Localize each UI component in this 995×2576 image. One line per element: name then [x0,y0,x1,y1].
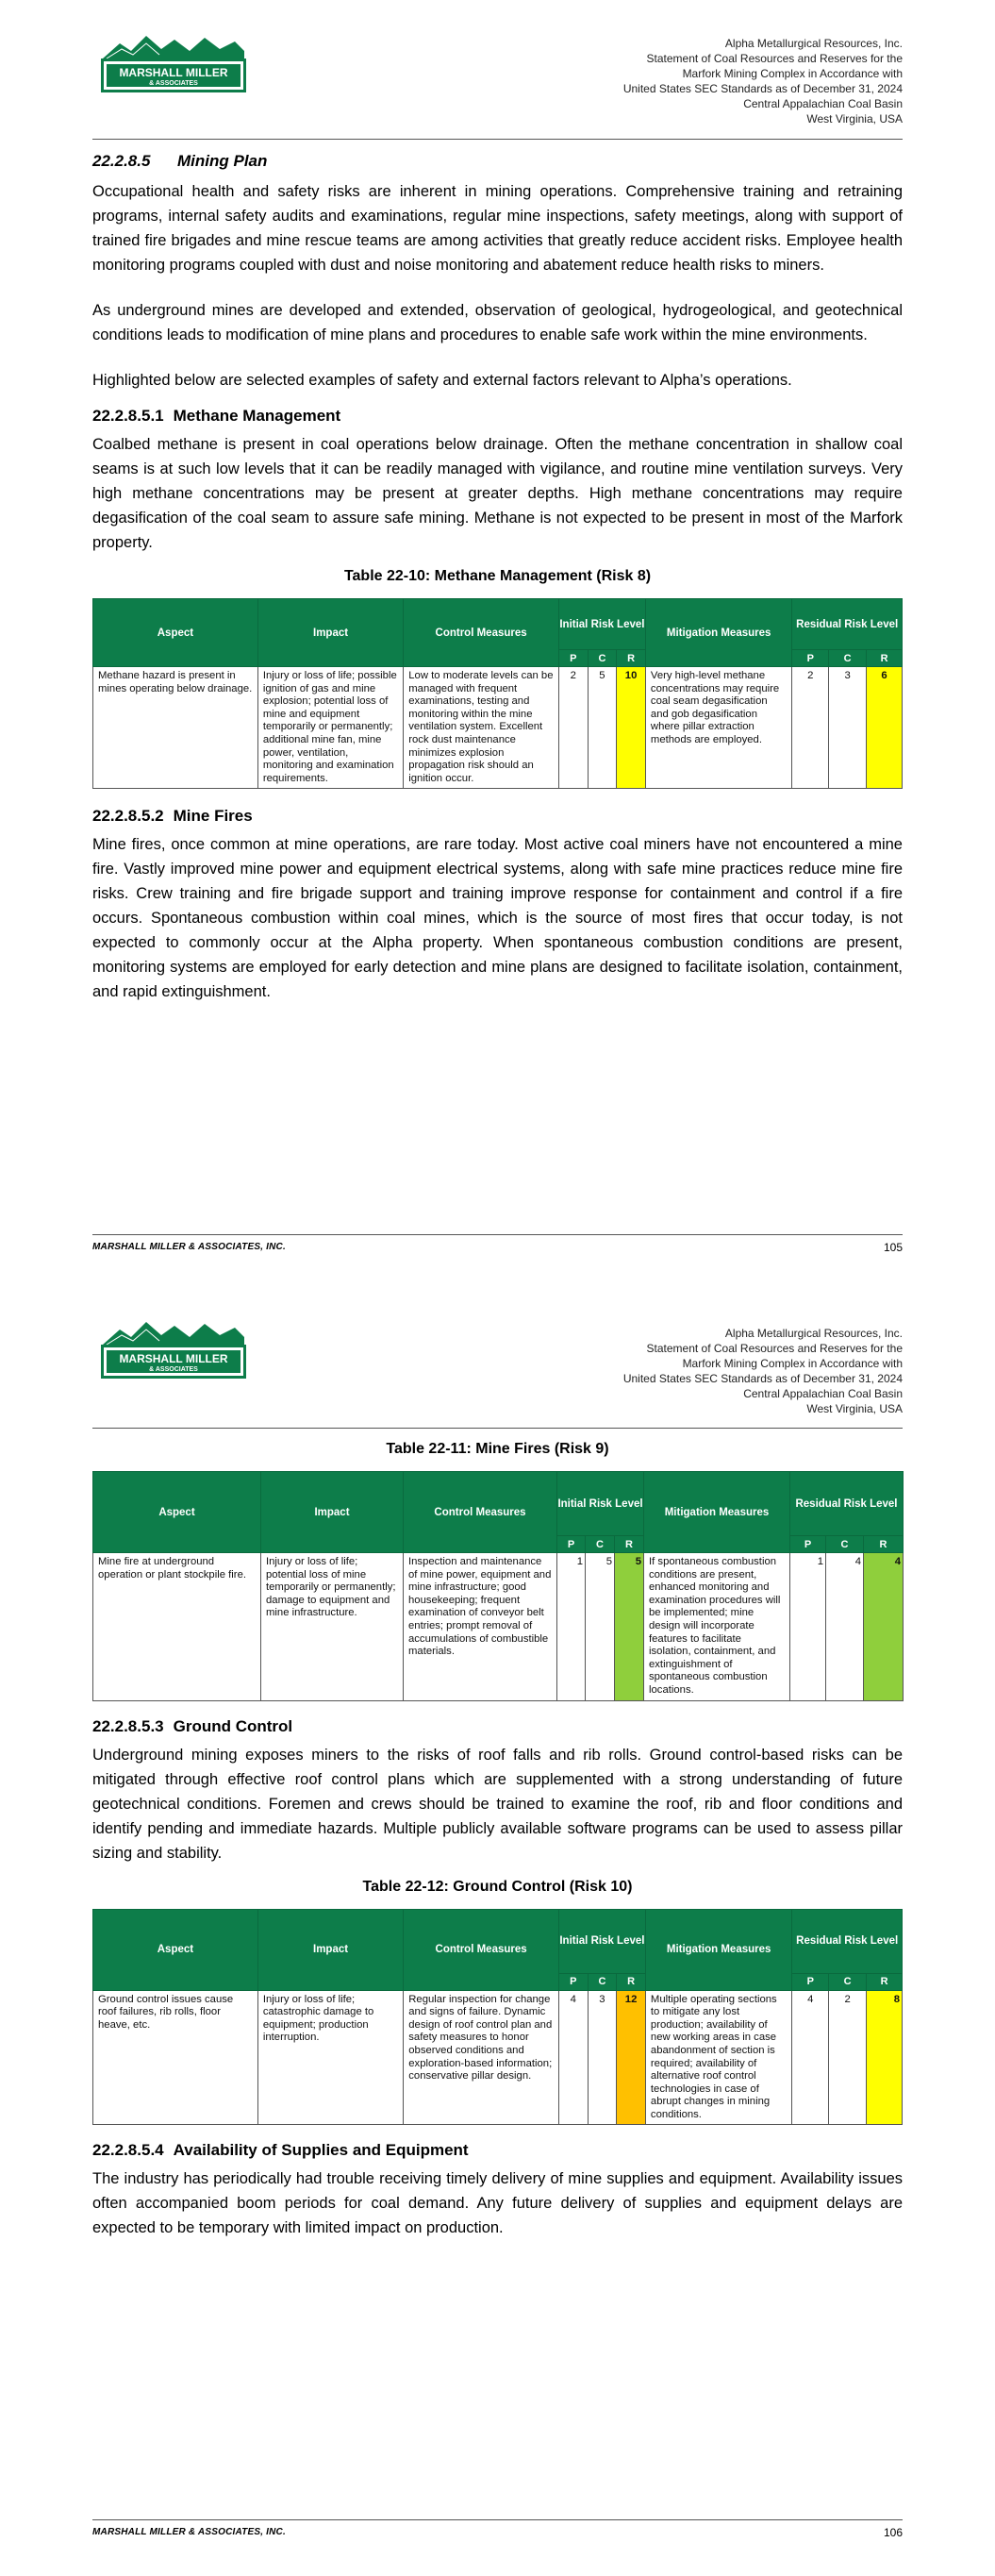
col-header-c: C [586,1536,615,1553]
cell-initial-c: 5 [588,667,617,789]
col-header-control: Control Measures [404,1909,559,1990]
cell-initial-c: 5 [586,1553,615,1701]
cell-residual-p: 2 [792,667,829,789]
header-line: Central Appalachian Coal Basin [743,97,903,110]
report-header [469,36,903,126]
table-caption: Table 22-12: Ground Control (Risk 10) [362,1878,633,1895]
svg-text:MARSHALL MILLER: MARSHALL MILLER [119,1352,228,1365]
paragraph: Mine fires, once common at mine operations, are rare today. Most active coal miners have not encountered a mine fire. Vastly improved mine power and equipment electrical systems, along with safe mine practices reduce mine fire risks. Crew training and fire brigade support and training improve response for containment and control if a fire occurs. Spontaneous combustion within coal mines, which is the source of most fires that occur today, is not expected to commonly occur at the Alpha property. When spontaneous combustion conditions are present, monitoring systems are employed for early detection and mine plans are designed to facilitate isolation, containment, and rapid extinguishment. [92,836,903,1001]
col-header-r: R [867,1973,903,1990]
cell-control: Inspection and maintenance of mine power, equipment and mine infrastructure; good housekeeping; frequent examination of conveyor belt entries; prompt removal of accumulations of combustible materials. [404,1553,557,1701]
mma-logo [99,30,248,98]
paragraph: As underground mines are developed and extended, observation of geological, hydrogeological, and geotechnical conditions leads to modification of mine plans and procedures to enable safe work within the mine environments. [92,302,903,343]
col-header-c: C [829,1973,867,1990]
cell-control: Regular inspection for change and signs of failure. Dynamic design of roof control plan and safety measures to honor observed conditions and exploration-based information; conservative pillar design. [404,1990,559,2125]
col-header-r: R [617,650,646,667]
col-header-p: P [558,1973,588,1990]
header-line: United States SEC Standards as of December 31, 2024 [622,82,903,95]
col-header-impact: Impact [261,1472,404,1553]
cell-residual-c: 2 [829,1990,867,2125]
cell-aspect: Mine fire at underground operation or plant stockpile fire. [93,1553,261,1701]
subsection-heading [92,2140,903,2161]
cell-impact: Injury or loss of life; catastrophic damage to equipment; production interruption. [257,1990,403,2125]
paragraph: Coalbed methane is present in coal operations below drainage. Often the methane concentration in shallow coal seams is at such low levels that it can be readily managed with vigilance, and routine mine ventilation surveys. Very high methane concentrations may be present at greater depths. High methane concentrations may require degasification of the coal seam to assure safe mining. Methane is not expected to be present in most of the Marfork property. [92,436,903,551]
col-header-residual-risk: Residual Risk Level [792,599,903,650]
footer-divider [92,1234,903,1235]
table-row [93,1990,903,2125]
table-caption: Table 22-11: Mine Fires (Risk 9) [386,1441,609,1457]
col-header-r: R [617,1973,646,1990]
subsection-title: Ground Control [173,1716,293,1735]
table-caption: Table 22-10: Methane Management (Risk 8) [343,568,652,584]
header-divider [92,139,903,140]
cell-mitigation: Multiple operating sections to mitigate any lost production; availability of new working areas in case abandonment of section is required; availability of alternative roof control technologies in case of abrupt changes in mining conditions. [645,1990,791,2125]
subsection-number: 22.2.8.5.1 [92,407,164,425]
footer-divider [92,2519,903,2520]
cell-impact: Injury or loss of life; possible ignition of gas and mine explosion; potential loss of mine and equipment temporarily or permanently; additional mine fan, mine power, ventilation, monitoring and examination requirements. [257,667,403,789]
cell-residual-r: 6 [867,667,903,789]
page-number: 106 [883,2526,903,2539]
risk-table-methane [92,598,903,789]
page-content [92,1439,903,2261]
col-header-p: P [792,650,829,667]
svg-text:MARSHALL MILLER: MARSHALL MILLER [119,66,228,79]
svg-text:& ASSOCIATES: & ASSOCIATES [149,80,198,87]
col-header-c: C [829,650,867,667]
header-line: Statement of Coal Resources and Reserves for the [646,52,903,65]
subsection-title: Methane Management [173,407,341,425]
header-line: Statement of Coal Resources and Reserves for the [646,1342,903,1355]
header-line: West Virginia, USA [806,1402,903,1415]
cell-initial-p: 1 [557,1553,586,1701]
col-header-aspect: Aspect [93,599,258,667]
subsection-number: 22.2.8.5.4 [92,2141,164,2160]
cell-mitigation: If spontaneous combustion conditions are present, enhanced monitoring and examination procedures will be implemented; mine design will incorporate features to facilitate isolation, containment, and extinguishment of spontaneous combustion locations. [644,1553,790,1701]
cell-residual-c: 3 [829,667,867,789]
cell-residual-c: 4 [826,1553,864,1701]
cell-mitigation: Very high-level methane concentrations may require coal seam degasification and gob degasification where pillar extraction methods are employed. [645,667,791,789]
table-row [93,667,903,789]
cell-control: Low to moderate levels can be managed with frequent examinations, testing and monitoring within the mine ventilation system. Excellent rock dust maintenance minimizes explosion propagation risk should an ignition occur. [404,667,559,789]
table-row [93,1553,904,1701]
paragraph: Underground mining exposes miners to the risks of roof falls and rib rolls. Ground control-based risks can be mitigated through effective roof control plans which are supplemented with a strong understanding of future geotechnical conditions. Foremen and crews should be trained to examine the roof, rib and floor conditions and identify pending and immediate hazards. Multiple publicly available software programs can be used to assess pillar sizing and stability. [92,1746,903,1862]
col-header-control: Control Measures [404,599,559,667]
section-heading [92,151,903,172]
col-header-p: P [557,1536,586,1553]
footer-company: MARSHALL MILLER & ASSOCIATES, INC. [92,2527,286,2537]
col-header-initial-risk: Initial Risk Level [557,1472,644,1536]
col-header-p: P [792,1973,829,1990]
header-divider [92,1428,903,1429]
paragraph: Highlighted below are selected examples of safety and external factors relevant to Alpha’s operations. [92,372,792,389]
subsection-number: 22.2.8.5.2 [92,807,164,826]
col-header-c: C [588,650,617,667]
cell-initial-c: 3 [588,1990,617,2125]
footer-company: MARSHALL MILLER & ASSOCIATES, INC. [92,1242,286,1252]
subsection-heading [92,406,903,427]
mma-logo [99,1316,248,1384]
header-line: United States SEC Standards as of December 31, 2024 [622,1372,903,1385]
cell-residual-p: 1 [790,1553,826,1701]
col-header-impact: Impact [257,599,403,667]
col-header-residual-risk: Residual Risk Level [790,1472,904,1536]
col-header-p: P [558,650,588,667]
col-header-mitigation: Mitigation Measures [644,1472,790,1553]
col-header-impact: Impact [257,1909,403,1990]
col-header-aspect: Aspect [93,1472,261,1553]
report-page-106 [0,1288,995,2576]
cell-residual-p: 4 [792,1990,829,2125]
col-header-mitigation: Mitigation Measures [645,599,791,667]
header-line: Central Appalachian Coal Basin [743,1387,903,1400]
col-header-control: Control Measures [404,1472,557,1553]
col-header-initial-risk: Initial Risk Level [558,599,645,650]
header-line: West Virginia, USA [806,112,903,125]
page-content [92,151,903,1025]
col-header-c: C [826,1536,864,1553]
col-header-aspect: Aspect [93,1909,258,1990]
cell-impact: Injury or loss of life; potential loss of mine temporarily or permanently; damage to equipment and mine infrastructure. [261,1553,404,1701]
svg-text:& ASSOCIATES: & ASSOCIATES [149,1366,198,1373]
cell-initial-r: 5 [615,1553,644,1701]
header-line: Marfork Mining Complex in Accordance with [682,67,903,80]
paragraph: Occupational health and safety risks are inherent in mining operations. Comprehensive training and retraining programs, internal safety audits and examinations, regular mine inspections, safety meetings, along with support of trained fire brigades and mine rescue teams are among activities that greatly reduce accident risks. Employee health monitoring programs coupled with dust and noise monitoring and abatement reduce health risks to miners. [92,183,903,274]
subsection-title: Availability of Supplies and Equipment [173,2141,469,2160]
cell-aspect: Methane hazard is present in mines operating below drainage. [93,667,258,789]
col-header-initial-risk: Initial Risk Level [558,1909,645,1973]
header-line: Alpha Metallurgical Resources, Inc. [724,37,903,50]
col-header-residual-risk: Residual Risk Level [792,1909,903,1973]
header-line: Alpha Metallurgical Resources, Inc. [724,1327,903,1340]
paragraph: The industry has periodically had trouble receiving timely delivery of mine supplies and equipment. Availability issues often accompanied boom periods for coal demand. Any future delivery of supplies and equipment delays are expected to be temporary with limited impact on production. [92,2170,903,2237]
risk-table-ground-control [92,1909,903,2126]
col-header-r: R [615,1536,644,1553]
section-number: 22.2.8.5 [92,152,151,170]
cell-initial-p: 4 [558,1990,588,2125]
subsection-heading [92,806,903,827]
report-header [469,1326,903,1416]
page-number: 105 [883,1241,903,1254]
cell-residual-r: 4 [864,1553,904,1701]
col-header-c: C [588,1973,617,1990]
cell-residual-r: 8 [867,1990,903,2125]
col-header-r: R [867,650,903,667]
subsection-heading [92,1716,903,1737]
col-header-p: P [790,1536,826,1553]
col-header-r: R [864,1536,904,1553]
section-title: Mining Plan [177,152,268,170]
col-header-mitigation: Mitigation Measures [645,1909,791,1990]
subsection-title: Mine Fires [173,807,253,826]
cell-aspect: Ground control issues cause roof failures, rib rolls, floor heave, etc. [93,1990,258,2125]
cell-initial-r: 10 [617,667,646,789]
subsection-number: 22.2.8.5.3 [92,1716,164,1735]
cell-initial-p: 2 [558,667,588,789]
cell-initial-r: 12 [617,1990,646,2125]
risk-table-mine-fires [92,1471,904,1701]
header-line: Marfork Mining Complex in Accordance with [682,1357,903,1370]
